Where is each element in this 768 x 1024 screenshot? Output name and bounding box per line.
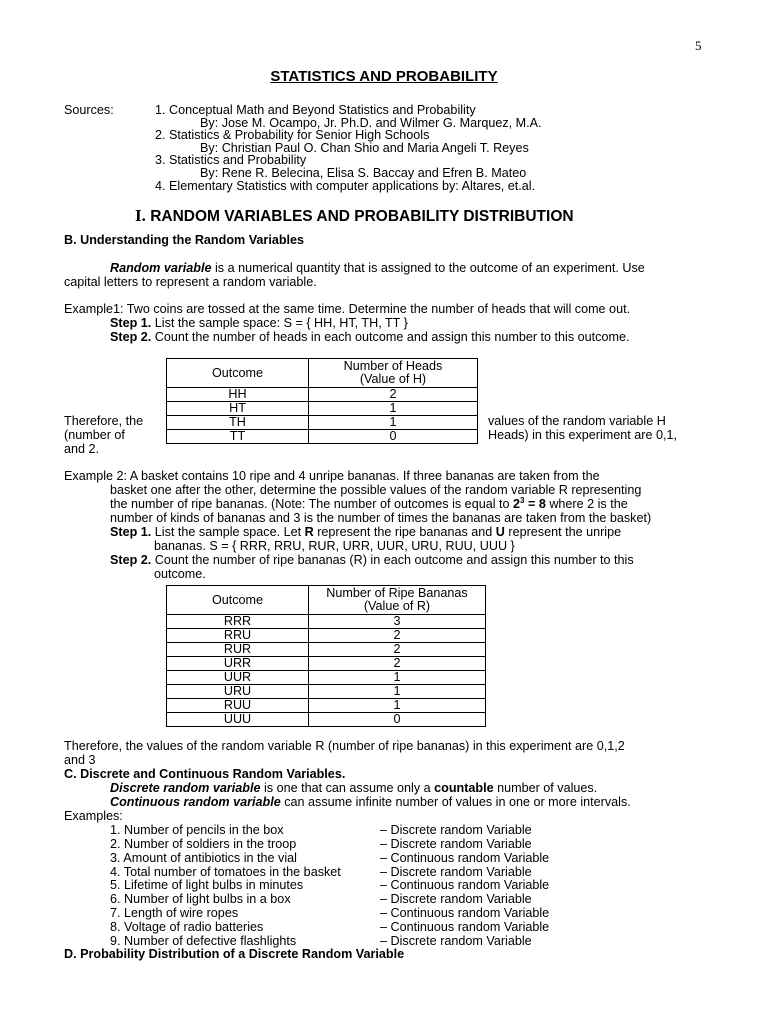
table-row: RUR 2 (167, 643, 486, 657)
heads-table (166, 358, 478, 444)
page-number: 5 (695, 38, 702, 53)
example1-intro: Example1: Two coins are tossed at the same time. Determine the number of heads that will come out. (64, 302, 631, 316)
example2-line: basket one after the other, determine the possible values of the random variable R representing (110, 483, 642, 497)
section-numeral: I. (135, 206, 146, 225)
example-type: – Discrete random Variable (380, 865, 532, 879)
source-line: By: Christian Paul O. Chan Shio and Maria Angeli T. Reyes (200, 141, 529, 155)
table-row: RRR 3 (167, 615, 486, 629)
table-row: URR 2 (167, 657, 486, 671)
example2-line: number of kinds of bananas and 3 is the number of times the bananas are taken from the basket) (110, 511, 652, 525)
subsection-b-heading: B. Understanding the Random Variables (64, 233, 305, 247)
continuous-definition: Continuous random variable can assume infinite number of values in one or more intervals. (110, 795, 631, 809)
definition-line-1 (110, 261, 645, 275)
discrete-definition: Discrete random variable is one that can assume only a countable number of values. (110, 781, 598, 795)
section-title: RANDOM VARIABLES AND PROBABILITY DISTRIBUTION (150, 208, 574, 225)
step-text: Count the number of heads in each outcome and assign this number to this outcome. (151, 330, 630, 344)
example-type: – Discrete random Variable (380, 837, 532, 851)
example-item: 4. Total number of tomatoes in the basket (110, 865, 341, 879)
example1-conclusion: and 2. (64, 442, 100, 456)
example-item: 9. Number of defective flashlights (110, 934, 297, 948)
example-type: – Discrete random Variable (380, 823, 532, 837)
example-item: 2. Number of soldiers in the troop (110, 837, 297, 851)
table-row: RRU 2 (167, 629, 486, 643)
example2-step1: Step 1. List the sample space. Let R represent the ripe bananas and U represent the unripe (110, 525, 622, 539)
table-row: UUR 1 (167, 671, 486, 685)
example2-line: the number of ripe bananas. (Note: The number of outcomes is equal to $2^3 = 8$ where 2 is the (110, 495, 628, 511)
example2-step2: Step 2. Count the number of ripe bananas (R) in each outcome and assign this number to this (110, 553, 634, 567)
table-row: URU 1 (167, 685, 486, 699)
example-type: – Continuous random Variable (380, 920, 550, 934)
step-text: List the sample space: S = { HH, HT, TH, TT } (151, 316, 408, 330)
source-line: By: Jose M. Ocampo, Jr. Ph.D. and Wilmer G. Marquez, M.A. (200, 116, 542, 130)
bananas-table (166, 585, 486, 727)
example1-step2 (110, 330, 629, 344)
table-row: HH 2 (167, 388, 478, 402)
example-type: – Continuous random Variable (380, 878, 550, 892)
subsection-c-heading: C. Discrete and Continuous Random Variables. (64, 767, 346, 781)
example2-conclusion: and 3 (64, 753, 96, 767)
example2-step1-line2: bananas. S = { RRR, RRU, RUR, URR, UUR, URU, RUU, UUU } (154, 539, 515, 553)
table-row: HT 1 (167, 402, 478, 416)
examples-label: Examples: (64, 809, 123, 823)
step-label: Step 1. (110, 316, 152, 330)
example2-line: Example 2: A basket contains 10 ripe and 4 unripe bananas. If three bananas are taken from the (64, 469, 600, 483)
example-item: 1. Number of pencils in the box (110, 823, 284, 837)
example-item: 7. Length of wire ropes (110, 906, 239, 920)
source-line: 4. Elementary Statistics with computer applications by: Altares, et.al. (155, 179, 536, 193)
table-header: Number of Heads (Value of H) (309, 359, 478, 388)
table-header: Outcome (167, 586, 309, 615)
example1-step1 (110, 316, 408, 330)
definition-text: is a numerical quantity that is assigned to the outcome of an experiment. Use (211, 261, 645, 275)
example-type: – Discrete random Variable (380, 892, 532, 906)
example-item: 5. Lifetime of light bulbs in minutes (110, 878, 304, 892)
example2-step2-line2: outcome. (154, 567, 206, 581)
example-type: – Continuous random Variable (380, 851, 550, 865)
sources-label: Sources: (64, 103, 114, 117)
example-item: 3. Amount of antibiotics in the vial (110, 851, 297, 865)
source-line: 2. Statistics & Probability for Senior High Schools (155, 128, 430, 142)
table-header: Number of Ripe Bananas (Value of R) (309, 586, 486, 615)
table-row: TH 1 (167, 416, 478, 430)
example1-conclusion: (number of (64, 428, 125, 442)
example1-conclusion: Heads) in this experiment are 0,1, (488, 428, 677, 442)
table-row: UUU 0 (167, 713, 486, 727)
example-type: – Discrete random Variable (380, 934, 532, 948)
example-type: – Continuous random Variable (380, 906, 550, 920)
example1-conclusion: Therefore, the (64, 414, 144, 428)
source-line: By: Rene R. Belecina, Elisa S. Baccay and Efren B. Mateo (200, 166, 527, 180)
page-title: STATISTICS AND PROBABILITY (270, 68, 498, 85)
subsection-d-heading: D. Probability Distribution of a Discrete Random Variable (64, 947, 405, 961)
step-label: Step 2. (110, 330, 152, 344)
definition-line-2: capital letters to represent a random variable. (64, 275, 317, 289)
example-item: 8. Voltage of radio batteries (110, 920, 264, 934)
source-line: 1. Conceptual Math and Beyond Statistics and Probability (155, 103, 476, 117)
section-heading (135, 207, 574, 226)
example1-conclusion: values of the random variable H (488, 414, 666, 428)
table-row: TT 0 (167, 430, 478, 444)
example2-conclusion: Therefore, the values of the random variable R (number of ripe bananas) in this experiment are 0,1,2 (64, 739, 625, 753)
example-item: 6. Number of light bulbs in a box (110, 892, 291, 906)
definition-term: Random variable (110, 261, 212, 275)
source-line: 3. Statistics and Probability (155, 153, 307, 167)
table-row: RUU 1 (167, 699, 486, 713)
table-header: Outcome (167, 359, 309, 388)
